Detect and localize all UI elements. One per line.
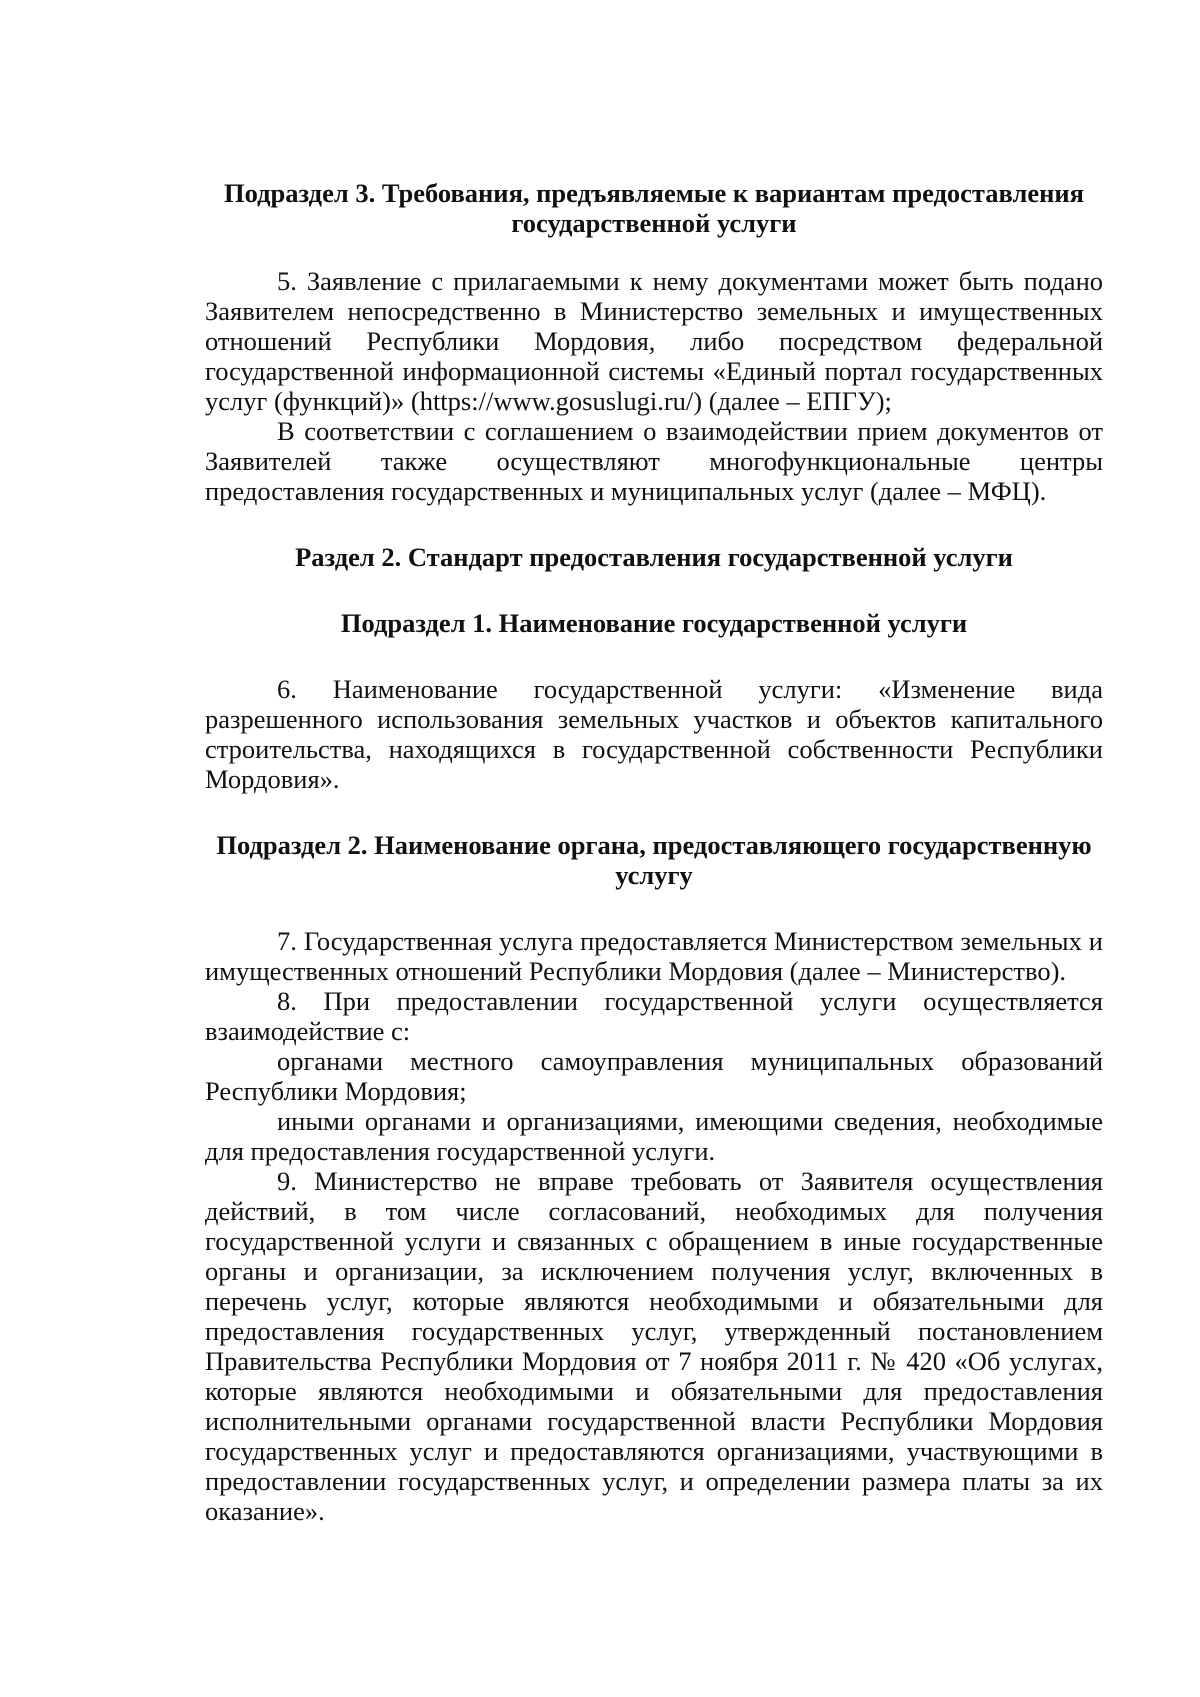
- paragraph-5-mfc: В соответствии с соглашением о взаимодействии прием документов от Заявителей также осуществляют многофункциональные центры предоставления государственных и муниципальных услуг (далее – МФЦ).: [205, 416, 1103, 506]
- paragraph-7: 7. Государственная услуга предоставляется Министерством земельных и имущественных отношений Республики Мордовия (далее – Министерство).: [205, 926, 1103, 986]
- paragraph-8-other-bodies: иными органами и организациями, имеющими сведения, необходимые для предоставления государственной услуги.: [205, 1106, 1103, 1166]
- subsection-1-heading: Подраздел 1. Наименование государственной услуги: [340, 608, 968, 638]
- paragraph-9: 9. Министерство не вправе требовать от Заявителя осуществления действий, в том числе согласований, необходимых для получения государственной услуги и связанных с обращением в иные государственные органы и организации, за исключением получения услуг, включенных в перечень услуг, которые являются необходимыми и обязательными для предоставления государственных услуг, утвержденный постановлением Правительства Республики Мордовия от 7 ноября 2011 г. № 420 «Об услугах, которые являются необходимыми и обязательными для предоставления исполнительными органами государственной власти Республики Мордовия государственных услуг и предоставляются организациями, участвующими в предоставлении государственных услуг, и определении размера платы за их оказание».: [205, 1166, 1103, 1526]
- paragraph-5: 5. Заявление с прилагаемыми к нему документами может быть подано Заявителем непосредственно в Министерство земельных и имущественных отношений Республики Мордовия, либо посредством федеральной государственной информационной системы «Единый портал государственных услуг (функций)» (https://www.gosuslugi.ru/) (далее – ЕПГУ);: [205, 266, 1103, 416]
- subsection-3-heading: Подраздел 3. Требования, предъявляемые к вариантам предоставления государственной услуги: [224, 178, 1084, 238]
- paragraph-8: 8. При предоставлении государственной услуги осуществляется взаимодействие с:: [205, 986, 1103, 1046]
- section-2-heading: Раздел 2. Стандарт предоставления государственной услуги: [295, 542, 1013, 572]
- document-body: [205, 178, 1103, 1526]
- subsection-2-heading: Подраздел 2. Наименование органа, предоставляющего государственную услугу: [216, 830, 1092, 890]
- paragraph-8-local-government: органами местного самоуправления муниципальных образований Республики Мордовия;: [205, 1046, 1103, 1106]
- paragraph-6: 6. Наименование государственной услуги: «Изменение вида разрешенного использования земельных участков и объектов капитального строительства, находящихся в государственной собственности Республики Мордовия».: [205, 674, 1103, 794]
